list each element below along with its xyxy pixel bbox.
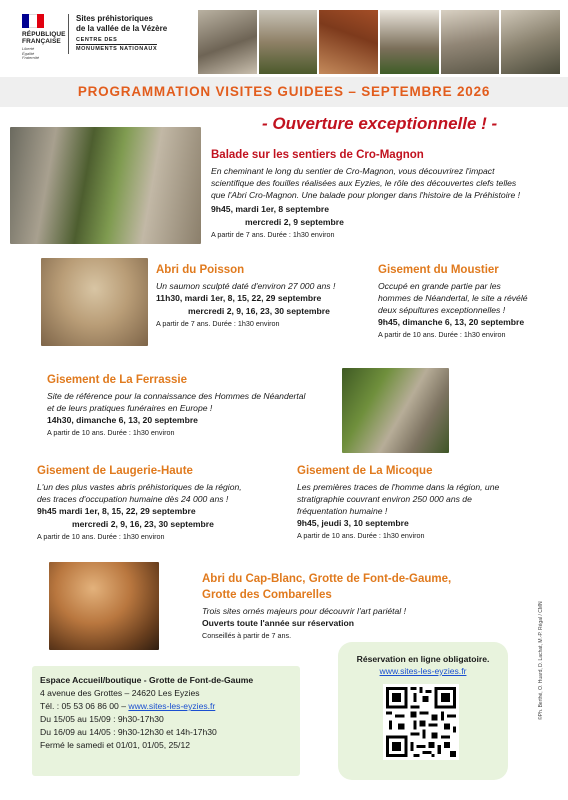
header-photo-5: [441, 10, 500, 74]
laugerie-desc-1: L'un des plus vastes abris préhistoriques de la région,: [37, 482, 242, 492]
moustier-note: A partir de 10 ans. Durée : 1h30 environ: [378, 330, 506, 339]
capblanc-note: Conseillés à partir de 7 ans.: [202, 631, 292, 640]
header-photo-3: [319, 10, 378, 74]
capblanc-desc: Trois sites ornés majeurs pour découvrir l'art pariétal !: [202, 606, 406, 616]
micoque-desc-3: fréquentation humaine !: [297, 506, 388, 516]
ferrassie-block: [47, 374, 337, 438]
micoque-note: A partir de 10 ans. Durée : 1h30 environ: [297, 531, 425, 540]
poisson-desc: Un saumon sculpté daté d'environ 27 000 ans !: [156, 281, 336, 291]
cromagnon-sched-1: 9h45, mardi 1er, 8 septembre: [211, 204, 329, 214]
cmn-line-1: CENTRE DES: [76, 37, 118, 43]
moustier-desc: [378, 280, 560, 316]
header-photo-6: [501, 10, 560, 74]
laugerie-block: [37, 465, 287, 542]
rf-motto-1: Liberté: [22, 46, 35, 51]
moustier-block: [378, 264, 560, 340]
site-name-line-1: Sites préhistoriques: [76, 14, 153, 23]
cromagnon-title: Balade sur les sentiers de Cro-Magnon: [211, 149, 424, 161]
capblanc-title-1: Abri du Cap-Blanc, Grotte de Font-de-Gaume,: [202, 573, 452, 585]
info-website-link[interactable]: www.sites-les-eyzies.fr: [128, 701, 216, 711]
info-phone-line: [40, 700, 253, 713]
rf-line-1: RÉPUBLIQUE: [22, 31, 66, 38]
republique-francaise-logo: [22, 14, 72, 61]
ferrassie-desc: [47, 390, 337, 414]
subtitle: - Ouverture exceptionnelle ! -: [262, 114, 498, 133]
poisson-sched-2: mercredi 2, 9, 16, 23, 30 septembre: [188, 306, 330, 316]
flag-icon: [22, 14, 44, 28]
capblanc-title-2: Grotte des Combarelles: [202, 589, 332, 601]
poisson-note: A partir de 7 ans. Durée : 1h30 environ: [156, 319, 280, 328]
capblanc-title: [202, 571, 502, 603]
page-title: PROGRAMMATION VISITES GUIDEES – SEPTEMBRE 2026: [77, 84, 491, 99]
rf-motto-2: Égalité: [22, 50, 35, 56]
header-divider: [68, 14, 69, 54]
laugerie-title: Gisement de Laugerie-Haute: [37, 465, 193, 477]
moustier-schedule: 9h45, dimanche 6, 13, 20 septembre: [378, 317, 525, 327]
info-closed: Fermé le samedi et 01/01, 01/05, 25/12: [40, 740, 191, 750]
ferrassie-photo: [342, 368, 449, 453]
info-address: 4 avenue des Grottes – 24620 Les Eyzies: [40, 688, 200, 698]
laugerie-desc-2: des traces d'occupation humaine dès 24 000 ans !: [37, 494, 229, 504]
cromagnon-photo: [10, 127, 201, 244]
ferrassie-note: A partir de 10 ans. Durée : 1h30 environ: [47, 428, 175, 437]
info-content: [40, 674, 253, 752]
info-hours-summer: Du 15/05 au 15/09 : 9h30-17h30: [40, 714, 164, 724]
reservation-link[interactable]: www.sites-les-eyzies.fr: [379, 666, 467, 676]
ferrassie-desc-1: Site de référence pour la connaissance des Hommes de Néandertal: [47, 391, 306, 401]
site-name: [76, 14, 167, 34]
micoque-desc: [297, 481, 557, 517]
ferrassie-schedule: 14h30, dimanche 6, 13, 20 septembre: [47, 415, 198, 425]
ferrassie-title: Gisement de La Ferrassie: [47, 374, 187, 386]
rf-text: [22, 31, 72, 45]
info-box: [32, 666, 300, 776]
cromagnon-sched-2: mercredi 2, 9 septembre: [245, 217, 344, 227]
header-photo-1: [198, 10, 257, 74]
laugerie-schedule: [37, 505, 287, 531]
cromagnon-desc-2: scientifique des fouilles réalisées aux Eyzies, le rôle des découvertes clefs telles: [211, 178, 517, 188]
capblanc-block: [202, 571, 502, 641]
cmn-logo: [76, 37, 157, 53]
poisson-photo: [41, 258, 148, 346]
micoque-block: [297, 465, 557, 541]
header-photo-2: [259, 10, 318, 74]
moustier-desc-1: Occupé en grande partie par les: [378, 281, 501, 291]
micoque-title: Gisement de La Micoque: [297, 465, 433, 477]
poisson-schedule: [156, 292, 366, 318]
poisson-title: Abri du Poisson: [156, 264, 245, 276]
cmn-line-2: MONUMENTS NATIONAUX: [76, 46, 158, 52]
capblanc-photo: [49, 562, 159, 650]
cromagnon-note: A partir de 7 ans. Durée : 1h30 environ: [211, 230, 335, 239]
cromagnon-desc-1: En cheminant le long du sentier de Cro-Magnon, vous découvrirez l'impact: [211, 166, 495, 176]
header-photo-strip: [198, 10, 560, 74]
photo-credit: ©Ph. Berthé, O. Huard, D. Lachat, M.-P. Régal / CMN: [538, 601, 544, 720]
cromagnon-schedule: [211, 203, 561, 229]
poisson-sched-1: 11h30, mardi 1er, 8, 15, 22, 29 septembre: [156, 293, 322, 303]
moustier-desc-2: hommes de Néandertal, le site a révélé: [378, 293, 528, 303]
info-hours-winter: Du 16/09 au 14/05 : 9h30-12h30 et 14h-17h30: [40, 727, 217, 737]
info-title: Espace Accueil/boutique - Grotte de Font-de-Gaume: [40, 675, 254, 685]
capblanc-schedule: Ouverts toute l'année sur réservation: [202, 618, 355, 628]
reservation-title: Réservation en ligne obligatoire.: [356, 654, 490, 664]
poisson-block: [156, 264, 366, 329]
moustier-desc-3: deux sépultures exceptionnelles !: [378, 305, 506, 315]
laugerie-sched-2: mercredi 2, 9, 16, 23, 30 septembre: [72, 519, 214, 529]
header-photo-4: [380, 10, 439, 74]
laugerie-note: A partir de 10 ans. Durée : 1h30 environ: [37, 532, 165, 541]
micoque-desc-2: stratigraphie couvrant environ 250 000 ans de: [297, 494, 472, 504]
cromagnon-desc-3: que l'Abri Cro-Magnon. Une balade pour plonger dans l'histoire de la Préhistoire !: [211, 190, 521, 200]
info-phone: Tél. : 05 53 06 86 00 –: [40, 701, 129, 711]
site-name-line-2: de la vallée de la Vézère: [76, 24, 168, 33]
ferrassie-desc-2: et de leurs pratiques funéraires en Europe !: [47, 403, 213, 413]
qr-code-icon[interactable]: [383, 684, 459, 760]
cromagnon-block: [211, 149, 561, 240]
rf-line-2: FRANÇAISE: [22, 38, 61, 45]
moustier-title: Gisement du Moustier: [378, 264, 499, 276]
micoque-desc-1: Les premières traces de l'homme dans la région, une: [297, 482, 500, 492]
laugerie-desc: [37, 481, 287, 505]
rf-motto-3: Fraternité: [22, 55, 40, 61]
laugerie-sched-1: 9h45 mardi 1er, 8, 15, 22, 29 septembre: [37, 506, 196, 516]
rf-motto: [22, 47, 72, 61]
micoque-schedule: 9h45, jeudi 3, 10 septembre: [297, 518, 409, 528]
cromagnon-desc: [211, 165, 561, 201]
